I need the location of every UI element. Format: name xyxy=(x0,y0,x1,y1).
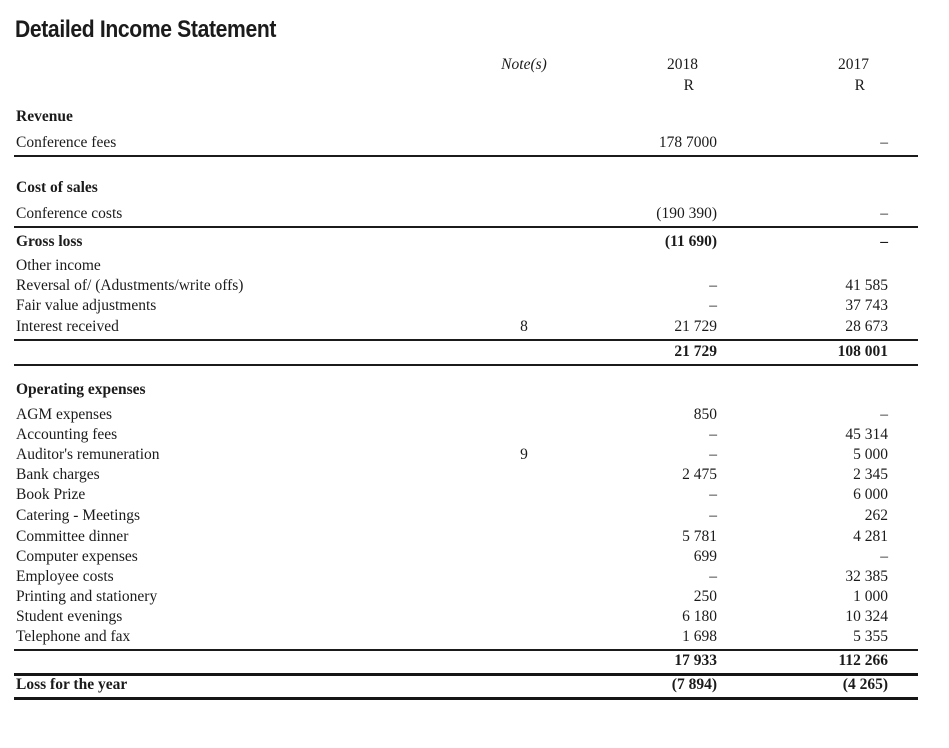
spacer xyxy=(888,427,918,447)
row-value-2017: 45 314 xyxy=(845,426,888,444)
row-label: Student evenings xyxy=(16,608,123,626)
header-empty xyxy=(14,77,454,98)
row-value-2017: 1 000 xyxy=(853,588,888,606)
row-note xyxy=(454,129,594,156)
table-row xyxy=(14,427,918,447)
row-value-2018: – xyxy=(709,426,717,444)
row-value-2018: 850 xyxy=(693,406,717,424)
row-label xyxy=(14,650,454,674)
spacer xyxy=(888,156,918,200)
row-value-2017: 6 000 xyxy=(853,486,888,504)
row-value-2017: 108 001 xyxy=(717,340,888,365)
row-value-2017: 4 281 xyxy=(853,528,888,546)
table-row xyxy=(14,278,918,298)
table-row xyxy=(14,528,918,549)
row-value-2017: – xyxy=(880,233,888,251)
header-currency-2018: R xyxy=(683,77,694,95)
row-label: Conference costs xyxy=(14,200,454,227)
spacer xyxy=(888,609,918,629)
spacer xyxy=(888,227,918,254)
table-row xyxy=(14,589,918,609)
spacer xyxy=(888,365,918,402)
row-value-2018: (11 690) xyxy=(664,233,717,251)
row-label: Interest received xyxy=(14,318,454,340)
row-label: Gross loss xyxy=(16,233,83,251)
header-year-2017: 2017 xyxy=(838,56,869,74)
row-value-2018: – xyxy=(709,568,717,586)
row-value-2018: (7 894) xyxy=(594,674,717,698)
row-note xyxy=(454,609,594,629)
row-note xyxy=(454,200,594,227)
table-header-row-currency xyxy=(14,77,918,98)
row-note xyxy=(454,569,594,589)
section-row-revenue xyxy=(14,98,918,129)
row-note: 9 xyxy=(520,446,528,464)
section-label: Cost of sales xyxy=(16,179,98,197)
row-value-2018: 699 xyxy=(693,548,717,566)
row-label: Accounting fees xyxy=(16,426,118,444)
row-label xyxy=(14,340,454,365)
row-label: Conference fees xyxy=(14,129,454,156)
row-value-2017: (4 265) xyxy=(717,674,888,698)
row-note xyxy=(454,427,594,447)
section-row-operating-expenses xyxy=(14,365,918,402)
row-note xyxy=(454,487,594,507)
header-empty xyxy=(14,53,454,77)
table-row xyxy=(14,609,918,629)
row-value-2017: 37 743 xyxy=(845,297,888,315)
row-value-2017: 112 266 xyxy=(717,650,888,674)
spacer xyxy=(888,402,918,427)
row-label: Computer expenses xyxy=(16,548,138,566)
row-value-2017: – xyxy=(880,548,888,566)
row-value-2017: 32 385 xyxy=(845,568,888,586)
spacer xyxy=(888,487,918,507)
spacer xyxy=(888,340,918,365)
header-year-2018: 2018 xyxy=(667,56,698,74)
spacer xyxy=(888,549,918,569)
row-value-2018: (190 390) xyxy=(594,200,717,227)
row-label: Employee costs xyxy=(16,568,114,586)
page-title: Detailed Income Statement xyxy=(14,16,277,43)
spacer xyxy=(888,278,918,298)
row-label: Book Prize xyxy=(16,486,86,504)
table-row xyxy=(14,447,918,467)
row-value-2018 xyxy=(594,254,717,278)
row-note xyxy=(454,298,594,318)
row-value-2018: 2 475 xyxy=(682,466,717,484)
row-label: Telephone and fax xyxy=(14,629,454,650)
table-row xyxy=(14,200,918,227)
row-note xyxy=(454,589,594,609)
row-label: Loss for the year xyxy=(14,674,454,698)
row-note xyxy=(454,629,594,650)
row-note: 8 xyxy=(454,318,594,340)
spacer xyxy=(888,254,918,278)
section-label: Revenue xyxy=(16,108,73,126)
spacer xyxy=(888,200,918,227)
row-value-2018: 5 781 xyxy=(682,528,717,546)
row-value-2018: 250 xyxy=(693,588,717,606)
subtotal-row-other-income xyxy=(14,340,918,365)
spacer xyxy=(888,129,918,156)
spacer xyxy=(888,467,918,487)
row-value-2018: 17 933 xyxy=(594,650,717,674)
row-note xyxy=(454,467,594,487)
row-value-2018: – xyxy=(709,297,717,315)
row-value-2018: – xyxy=(709,486,717,504)
row-value-2017: 41 585 xyxy=(845,277,888,295)
row-note xyxy=(454,278,594,298)
row-note xyxy=(454,674,594,698)
table-row xyxy=(14,254,918,278)
spacer xyxy=(888,447,918,467)
row-value-2018: 178 7000 xyxy=(594,129,717,156)
row-label: Bank charges xyxy=(16,466,100,484)
table-header-row-years xyxy=(14,53,918,77)
spacer xyxy=(888,629,918,650)
row-note xyxy=(454,528,594,549)
table-row xyxy=(14,487,918,507)
table-row xyxy=(14,129,918,156)
row-value-2018: – xyxy=(709,507,717,525)
spacer xyxy=(888,98,918,129)
row-value-2017 xyxy=(717,254,888,278)
table-row xyxy=(14,507,918,528)
row-note xyxy=(454,650,594,674)
subtotal-row-operating-expenses xyxy=(14,650,918,674)
spacer xyxy=(888,674,918,698)
table-row xyxy=(14,402,918,427)
row-label: AGM expenses xyxy=(16,406,112,424)
row-label: Catering - Meetings xyxy=(16,507,140,525)
row-value-2017: – xyxy=(880,406,888,424)
spacer xyxy=(888,528,918,549)
table-row xyxy=(14,467,918,487)
row-value-2018: 1 698 xyxy=(594,629,717,650)
table-row xyxy=(14,629,918,650)
section-row-cost-of-sales xyxy=(14,156,918,200)
row-value-2017: – xyxy=(717,200,888,227)
table-row xyxy=(14,569,918,589)
row-value-2017: 2 345 xyxy=(853,466,888,484)
spacer xyxy=(888,318,918,340)
section-label: Operating expenses xyxy=(16,381,146,399)
row-label: Reversal of/ (Adustments/write offs) xyxy=(16,277,244,295)
row-value-2017: 262 xyxy=(864,507,888,525)
table-row-gross-loss xyxy=(14,227,918,254)
row-value-2017: 5 000 xyxy=(853,446,888,464)
row-value-2018: 21 729 xyxy=(594,318,717,340)
header-currency-2017: R xyxy=(854,77,865,95)
row-note xyxy=(454,227,594,254)
row-value-2018: – xyxy=(709,446,717,464)
spacer xyxy=(888,298,918,318)
spacer xyxy=(888,589,918,609)
spacer xyxy=(888,650,918,674)
row-value-2017: 5 355 xyxy=(717,629,888,650)
row-value-2018: 6 180 xyxy=(682,608,717,626)
row-value-2018: – xyxy=(709,277,717,295)
row-note xyxy=(454,340,594,365)
row-label: Committee dinner xyxy=(16,528,129,546)
row-value-2017: 10 324 xyxy=(845,608,888,626)
spacer xyxy=(888,77,918,98)
spacer xyxy=(888,507,918,528)
header-notes: Note(s) xyxy=(501,56,547,74)
row-label: Other income xyxy=(16,257,101,275)
table-row xyxy=(14,549,918,569)
income-statement-table xyxy=(14,53,918,700)
row-note xyxy=(454,507,594,528)
row-note xyxy=(454,254,594,278)
spacer xyxy=(888,569,918,589)
row-label: Fair value adjustments xyxy=(16,297,157,315)
header-empty xyxy=(454,77,594,98)
row-value-2017: – xyxy=(717,129,888,156)
row-label: Printing and stationery xyxy=(16,588,158,606)
table-row xyxy=(14,318,918,340)
row-note xyxy=(454,402,594,427)
row-value-2017: 28 673 xyxy=(717,318,888,340)
table-row xyxy=(14,298,918,318)
total-row-loss-for-the-year xyxy=(14,674,918,698)
spacer xyxy=(888,53,918,77)
row-value-2018: 21 729 xyxy=(594,340,717,365)
row-label: Auditor's remuneration xyxy=(16,446,160,464)
row-note xyxy=(454,549,594,569)
